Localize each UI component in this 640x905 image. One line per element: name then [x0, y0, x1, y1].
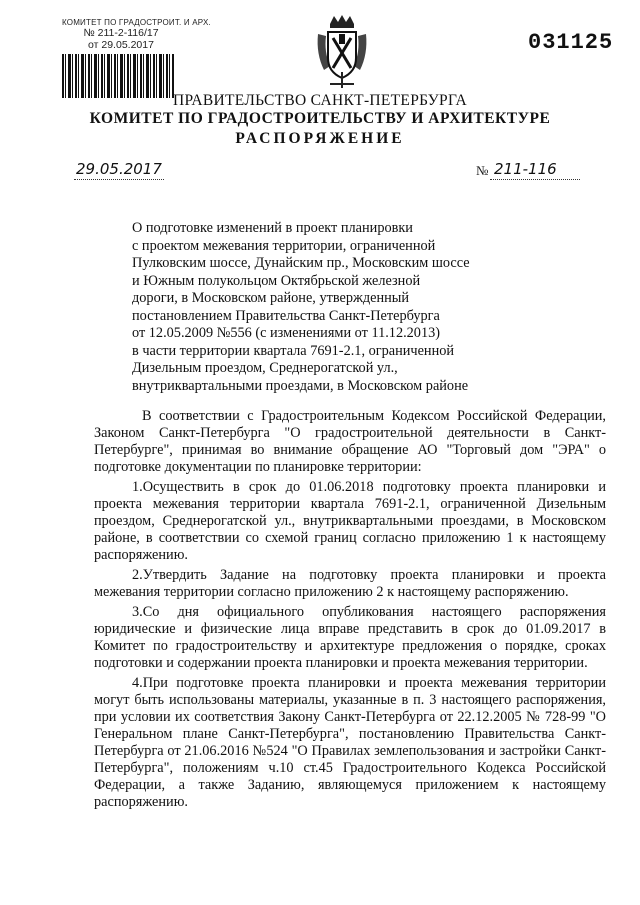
subject-line: Дизельным проездом, Среднерогатской ул., — [132, 360, 398, 376]
handwritten-number — [494, 160, 557, 178]
document-type-title: РАСПОРЯЖЕНИЕ — [235, 130, 405, 147]
subject-line: Пулковским шоссе, Дунайским пр., Московским шоссе — [132, 255, 470, 271]
number-underline — [490, 179, 580, 180]
subject-line: и Южным полукольцом Октябрьской железной — [132, 272, 421, 289]
subject-line: О подготовке изменений в проект планировки — [132, 220, 413, 236]
subject-line: от 12.05.2009 №556 (с изменениями от 11.12.2013) — [132, 325, 441, 341]
subject-line: внутриквартальными проездами, в Московском районе — [132, 377, 469, 394]
clause-3-paragraph: 3.Со дня официального опубликования настоящего распоряжения юридические и физические лица вправе представить в срок до 01.09.2017 в Комитет по градостроительству и архитектуре предложения о порядке, сроках подготовки и содержании проекта планировки и проекта межевания территории. — [94, 604, 606, 671]
document-body — [94, 408, 606, 814]
document-subject — [132, 220, 470, 395]
stamp-reg-number: № 211-2-116/17 — [83, 27, 159, 39]
preamble-paragraph: В соответствии с Градостроительным Кодексом Российской Федерации, Законом Санкт-Петербурга "О градостроительной деятельности в Санкт-Петербурге", принимая во внимание обращение АО "Торговый дом "ЭРА" о подготовке документации по планировке территории: — [94, 408, 606, 475]
subject-line: с проектом межевания территории, ограниченной — [132, 237, 436, 254]
registration-stamp — [62, 18, 211, 98]
stamp-reg-date: от 29.05.2017 — [88, 39, 154, 51]
handwritten-date — [76, 160, 162, 178]
committee-title: КОМИТЕТ ПО ГРАДОСТРОИТЕЛЬСТВУ И АРХИТЕКТУРЕ — [89, 110, 551, 127]
clause-2-paragraph: 2.Утвердить Задание на подготовку проекта планировки и проекта межевания территории согласно приложению 2 к настоящему распоряжению. — [94, 567, 606, 600]
document-serial-number: 031125 — [528, 30, 614, 55]
handwritten-date-text: 29.05.2017 — [76, 160, 162, 178]
coat-of-arms-emblem — [316, 14, 368, 90]
date-underline — [74, 179, 164, 180]
government-title: ПРАВИТЕЛЬСТВО САНКТ-ПЕТЕРБУРГА — [172, 92, 468, 109]
handwritten-number-text: 211-116 — [494, 160, 557, 178]
number-sign: № — [476, 163, 489, 178]
clause-4-paragraph: 4.При подготовке проекта планировки и проекта межевания территории могут быть использованы материалы, указанные в п. 3 настоящего распоряжения, при условии их соответствия Закону Санкт-Петербурга от 22.12.2005 № 728-99 "О Генеральном плане Санкт-Петербурга", постановлению Правительства Санкт-Петербурга от 21.06.2016 №524 "О Правилах землепользования и застройки Санкт-Петербурга", положениям ч.10 ст.45 Градостроительного Кодекса Российской Федерации, а также Заданию, являющемуся приложением к настоящему распоряжению. — [94, 675, 606, 810]
stamp-organization: КОМИТЕТ ПО ГРАДОСТРОИТ. И АРХ. — [62, 18, 211, 27]
subject-line: дороги, в Московском районе, утвержденный — [132, 290, 410, 306]
subject-line: в части территории квартала 7691-2.1, ограниченной — [132, 342, 455, 359]
subject-line: постановлением Правительства Санкт-Петербурга — [132, 307, 440, 324]
clause-1-paragraph: 1.Осуществить в срок до 01.06.2018 подготовку проекта планировки и проекта межевания территории квартала 7691-2.1, ограниченной Дизельным проездом, Среднерогатской ул., внутриквартальными проездами, в Московском районе, в соответствии со схемой границ согласно приложению 1 к настоящему распоряжению. — [94, 479, 606, 563]
